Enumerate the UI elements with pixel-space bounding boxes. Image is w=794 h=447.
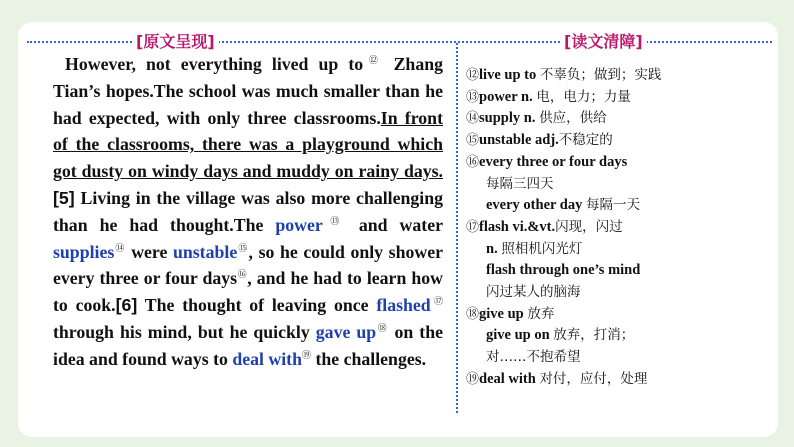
note-marker-18: ⑱ <box>376 323 389 334</box>
original-text-heading: [原文呈现] <box>132 31 219 53</box>
note-term: every other day <box>486 197 583 214</box>
note-line <box>466 217 766 239</box>
note-number: ⑭ <box>466 111 480 127</box>
note-line <box>466 195 766 217</box>
note-meaning: 照相机闪光灯 <box>501 240 583 257</box>
sentence-marker-6: [6] <box>115 295 138 316</box>
keyword-gave-up: gave up <box>315 321 377 342</box>
note-marker-13: ⑬ <box>322 215 347 226</box>
note-marker-16: ⑯ <box>237 269 248 280</box>
note-term: every three or four days <box>479 153 628 170</box>
note-meaning: 电，电力；力量 <box>536 88 631 105</box>
note-meaning: 供应，供给 <box>539 110 607 127</box>
note-line <box>466 152 766 174</box>
note-term: unstable adj. <box>479 132 559 149</box>
keyword-flashed: flashed <box>376 295 431 316</box>
note-line <box>466 347 766 369</box>
passage-text: and water <box>346 214 443 235</box>
note-meaning: 放弃 <box>527 305 555 322</box>
note-line <box>466 369 766 391</box>
keyword-supplies: supplies <box>53 241 115 262</box>
note-marker-15: ⑮ <box>237 242 249 253</box>
note-term: flash through one’s mind <box>486 262 641 279</box>
passage-text: through his mind, but he quickly <box>53 321 316 342</box>
sentence-marker-5: [5] <box>53 187 75 208</box>
passage-text: the challenges. <box>311 348 427 369</box>
note-number: ⑮ <box>466 133 480 149</box>
note-line <box>466 130 766 152</box>
note-line <box>466 174 766 196</box>
note-term: deal with <box>479 370 536 387</box>
passage-text: on the idea and found ways to <box>53 321 443 369</box>
note-line <box>466 108 766 130</box>
note-marker-12: ⑫ <box>363 55 384 66</box>
note-meaning: 对……不抱希望 <box>486 349 581 366</box>
underlined-sentence: In front of the classrooms, there was a playground which got dusty on windy days and muddy on rainy days. <box>53 107 443 182</box>
note-marker-14: ⑭ <box>114 242 126 253</box>
note-line <box>466 260 766 282</box>
note-term: supply n. <box>479 110 536 127</box>
note-meaning: 不稳定的 <box>558 132 613 149</box>
note-term: power n. <box>479 88 533 105</box>
note-line <box>466 325 766 347</box>
passage-text: were <box>125 241 173 262</box>
passage-text: Living in the village was also more challenging than he had thought.The <box>53 187 443 235</box>
note-term: n. <box>486 240 498 257</box>
note-line <box>466 65 766 87</box>
note-term: live up to <box>479 67 537 83</box>
note-meaning: 闪现，闪过 <box>555 218 623 235</box>
passage-text: The thought of leaving once <box>137 295 377 316</box>
note-meaning: 闪过某人的脑海 <box>486 284 581 301</box>
note-marker-19: ⑲ <box>302 349 312 360</box>
note-number: ⑬ <box>466 89 480 105</box>
vocabulary-notes <box>466 65 766 391</box>
note-meaning: 每隔一天 <box>586 197 640 214</box>
keyword-deal-with: deal with <box>232 348 302 369</box>
passage-text: Zhang Tian’s hopes.The school was much smaller than he had expected, with only three classrooms. <box>53 54 443 128</box>
note-number: ⑱ <box>466 306 480 322</box>
note-marker-17: ⑰ <box>430 296 444 307</box>
note-term: give up <box>479 305 524 322</box>
keyword-power: power <box>275 214 323 235</box>
passage-text: , and he had to learn how to cook. <box>53 268 443 316</box>
original-passage <box>53 51 443 373</box>
keyword-unstable: unstable <box>172 241 238 262</box>
note-meaning: 不辜负；做到；实践 <box>539 67 662 83</box>
note-meaning: 每隔三四天 <box>486 175 554 192</box>
notes-heading: [读文清障] <box>560 31 647 53</box>
note-number: ⑰ <box>466 219 480 235</box>
note-term: give up on <box>486 327 550 344</box>
note-number: ⑲ <box>466 371 480 387</box>
note-term: flash vi.&vt. <box>479 218 556 235</box>
passage-text: , so he could only shower every three or four days <box>53 241 443 289</box>
note-number: ⑫ <box>466 68 480 83</box>
note-line <box>466 282 766 304</box>
note-meaning: 对付，应付，处理 <box>539 370 648 387</box>
note-line <box>466 304 766 326</box>
note-line <box>466 87 766 109</box>
passage-text: However, not everything lived up to <box>65 54 364 74</box>
dotted-divider-vertical <box>456 43 458 413</box>
note-meaning: 放弃，打消； <box>553 327 635 344</box>
note-line <box>466 239 766 261</box>
note-number: ⑯ <box>466 154 480 170</box>
